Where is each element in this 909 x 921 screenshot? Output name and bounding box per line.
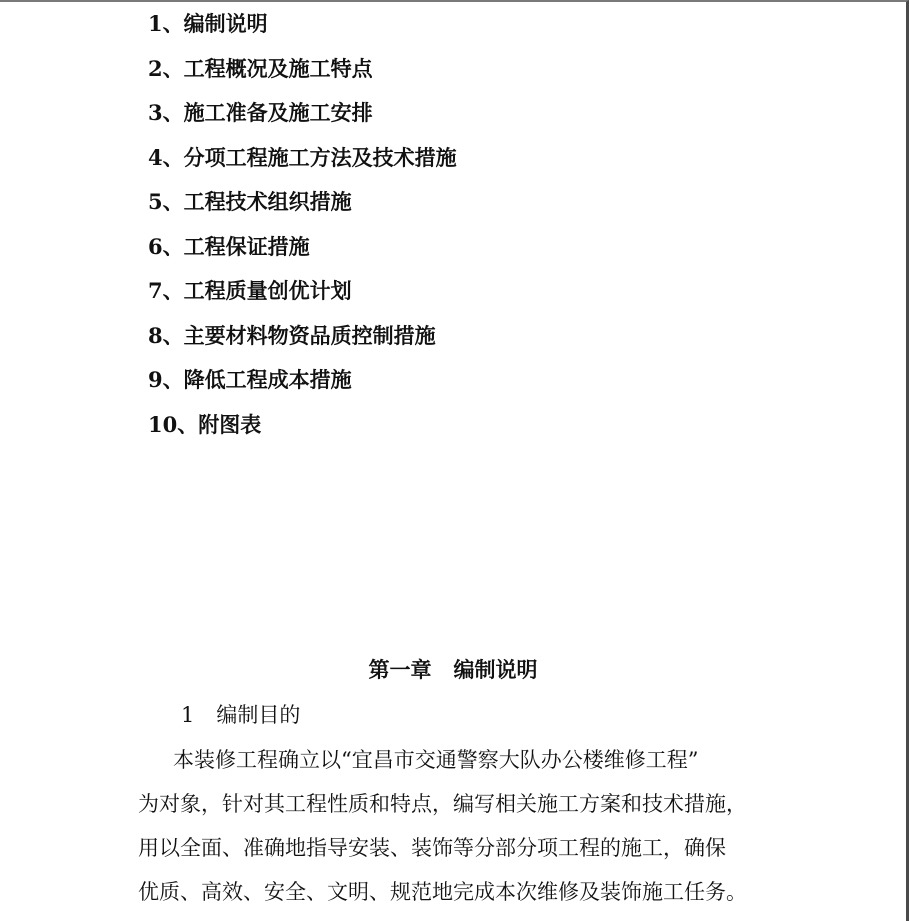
chapter-title-text: 编制说明: [453, 657, 538, 682]
body-paragraph: [138, 738, 778, 914]
toc-item-number: 4、: [148, 144, 184, 170]
section-number: 1: [181, 703, 195, 727]
paragraph-line: 优质、高效、安全、文明、规范地完成本次维修及装饰施工任务。: [138, 880, 747, 904]
toc-item-number: 1、: [148, 11, 184, 36]
chapter-title: [0, 652, 906, 688]
toc-item-label: 编制说明: [183, 11, 268, 36]
paragraph-line: 为对象，针对其工程性质和特点，编写相关施工方案和技术措施，: [138, 792, 747, 816]
paragraph-line: 本装修工程确立以“宜昌市交通警察大队办公楼维修工程”: [173, 748, 699, 772]
toc-item-label: 降低工程成本措施: [183, 367, 352, 392]
toc-item-number: 9、: [148, 367, 184, 392]
toc-item-label: 主要材料物资品质控制措施: [183, 322, 436, 348]
toc-item: [148, 273, 457, 318]
toc-item-number: 8、: [148, 322, 184, 348]
toc-item: [148, 6, 457, 51]
chapter-number: 第一章: [368, 657, 432, 682]
toc-item-label: 工程技术组织措施: [183, 189, 352, 214]
toc-item-label: 分项工程施工方法及技术措施: [183, 144, 457, 170]
toc-item: [148, 318, 457, 363]
toc-item: [148, 362, 457, 407]
toc-item-label: 附图表: [198, 411, 262, 437]
toc-item-number: 7、: [148, 278, 184, 303]
toc-item-number: 5、: [148, 189, 184, 214]
table-of-contents: [148, 6, 457, 451]
toc-item-number: 10、: [148, 411, 199, 437]
toc-item: [148, 184, 457, 229]
section-title: 编制目的: [216, 703, 301, 727]
toc-item: [148, 407, 457, 452]
toc-item-label: 工程质量创优计划: [183, 278, 352, 303]
toc-item: [148, 229, 457, 274]
toc-item: [148, 140, 457, 185]
toc-item-label: 工程概况及施工特点: [183, 55, 373, 81]
section-heading: [181, 697, 300, 733]
toc-item-number: 2、: [148, 55, 184, 81]
toc-item-number: 6、: [148, 233, 184, 259]
toc-item-label: 施工准备及施工安排: [183, 100, 373, 125]
toc-item: [148, 95, 457, 140]
toc-item-label: 工程保证措施: [183, 233, 310, 259]
paragraph-line: 用以全面、准确地指导安装、装饰等分部分项工程的施工，确保: [138, 836, 726, 860]
toc-item-number: 3、: [148, 100, 184, 125]
toc-item: [148, 51, 457, 96]
